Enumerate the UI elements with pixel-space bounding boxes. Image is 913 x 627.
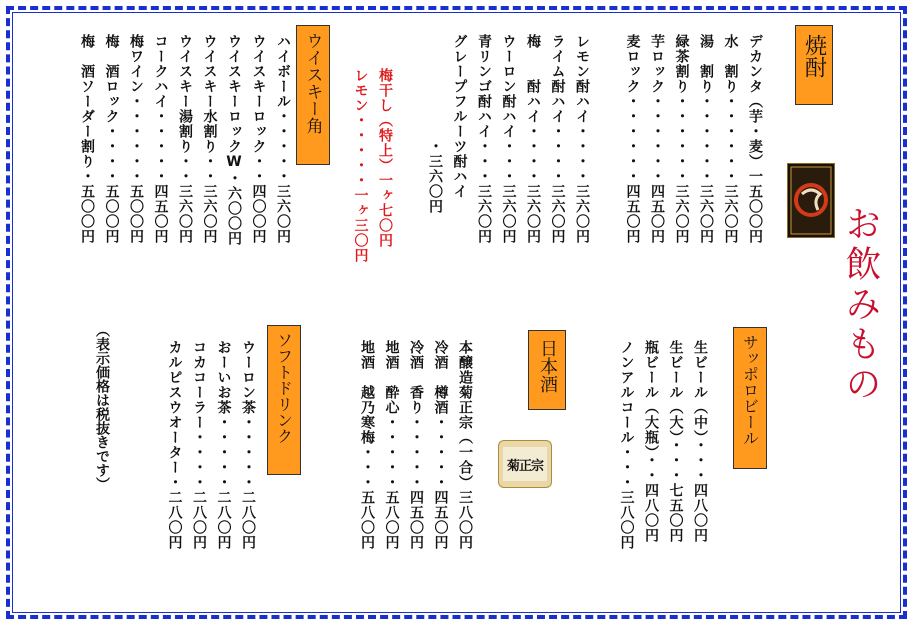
soft-item: ウーロン茶・・・・・二八〇円 <box>240 340 256 550</box>
shochu-2-item: ライム酎ハイ・・・・三六〇円 <box>549 34 566 244</box>
beer-header: サッポロビール <box>733 327 767 469</box>
shochu-1-item: 緑茶割り・・・・・・三六〇円 <box>673 34 690 244</box>
kikumasamune-label: 菊正宗 <box>503 447 547 481</box>
shochu-1-item: デカンタ（芋・麦）一五〇〇円 <box>747 34 763 244</box>
soft-item: コカコーラー・・・・二八〇円 <box>191 340 207 550</box>
sake-item: 冷酒 樽酒・・・・・四五〇円 <box>432 340 449 550</box>
whisky-header: ウイスキー角 <box>296 25 330 165</box>
kuro-logo <box>787 163 835 238</box>
soft-drink-header: ソフトドリンク <box>267 325 301 475</box>
shochu-1-item: 芋ロック・・・・・・四五〇円 <box>649 34 665 244</box>
menu-title: お飲みもの <box>840 205 881 405</box>
beer-item: 生ビール（大）・・・七五〇円 <box>667 340 684 543</box>
shochu-2-item: グレープフルーツ酎ハイ <box>451 34 468 199</box>
shochu-2-item: ・三六〇円 <box>427 34 443 214</box>
whisky-item: ウイスキーロックW・六〇〇円 <box>226 34 242 246</box>
shochu-2-item: 青リンゴ酎ハイ・・・三六〇円 <box>476 34 492 244</box>
shochu-red-item: レモン・・・・・一ヶ三〇円 <box>352 68 369 263</box>
shochu-2-item: 梅 酎ハイ・・・・三六〇円 <box>525 34 541 244</box>
sake-item: 冷酒 香り・・・・・四五〇円 <box>408 340 424 550</box>
shochu-2-item: レモン酎ハイ・・・・三六〇円 <box>574 34 590 244</box>
whisky-item: 梅 酒ロック・・・・五〇〇円 <box>103 34 120 244</box>
whisky-item: ウイスキー湯割り・・三六〇円 <box>177 34 193 244</box>
shochu-header: 焼酎 <box>795 25 833 105</box>
whisky-item: コークハイ・・・・・四五〇円 <box>152 34 169 244</box>
sake-item: 本醸造菊正宗（一合）三八〇円 <box>457 340 473 550</box>
whisky-item: 梅 酒ソーダー割り・五〇〇円 <box>79 34 95 244</box>
soft-item: おーいお茶・・・・・二八〇円 <box>215 340 232 550</box>
sake-item: 地酒 越乃寒梅・・・五八〇円 <box>359 340 375 550</box>
kikumasamune-logo <box>498 440 552 488</box>
whisky-item: ハイボール・・・・・三六〇円 <box>275 34 291 244</box>
shochu-2-item: ウーロン酎ハイ・・・三六〇円 <box>500 34 517 244</box>
whisky-item: ウイスキー水割り・・三六〇円 <box>201 34 218 244</box>
whisky-item: ウイスキーロック・・四〇〇円 <box>250 34 267 244</box>
sake-item: 地酒 酔心・・・・・五八〇円 <box>383 340 400 550</box>
beer-item: 瓶ビール（大瓶）・・四八〇円 <box>643 340 659 543</box>
tax-note: （表示価格は税抜きです） <box>94 323 110 491</box>
beer-item: 生ビール（中）・・・四八〇円 <box>692 340 708 543</box>
sake-header: 日本酒 <box>528 330 566 410</box>
whisky-item: 梅ワイン・・・・・・五〇〇円 <box>128 34 144 244</box>
shochu-1-item: 水 割り・・・・・・三六〇円 <box>722 34 739 244</box>
kuro-logo-art <box>788 164 834 237</box>
shochu-1-item: 湯 割り・・・・・・三六〇円 <box>698 34 714 244</box>
shochu-red-item: 梅干し（特上）一ヶ七〇円 <box>377 68 393 248</box>
shochu-1-item: 麦ロック・・・・・・四五〇円 <box>624 34 641 244</box>
soft-item: カルピスウオーター・二八〇円 <box>166 340 183 550</box>
beer-item: ノンアルコール・・・三八〇円 <box>618 340 635 550</box>
